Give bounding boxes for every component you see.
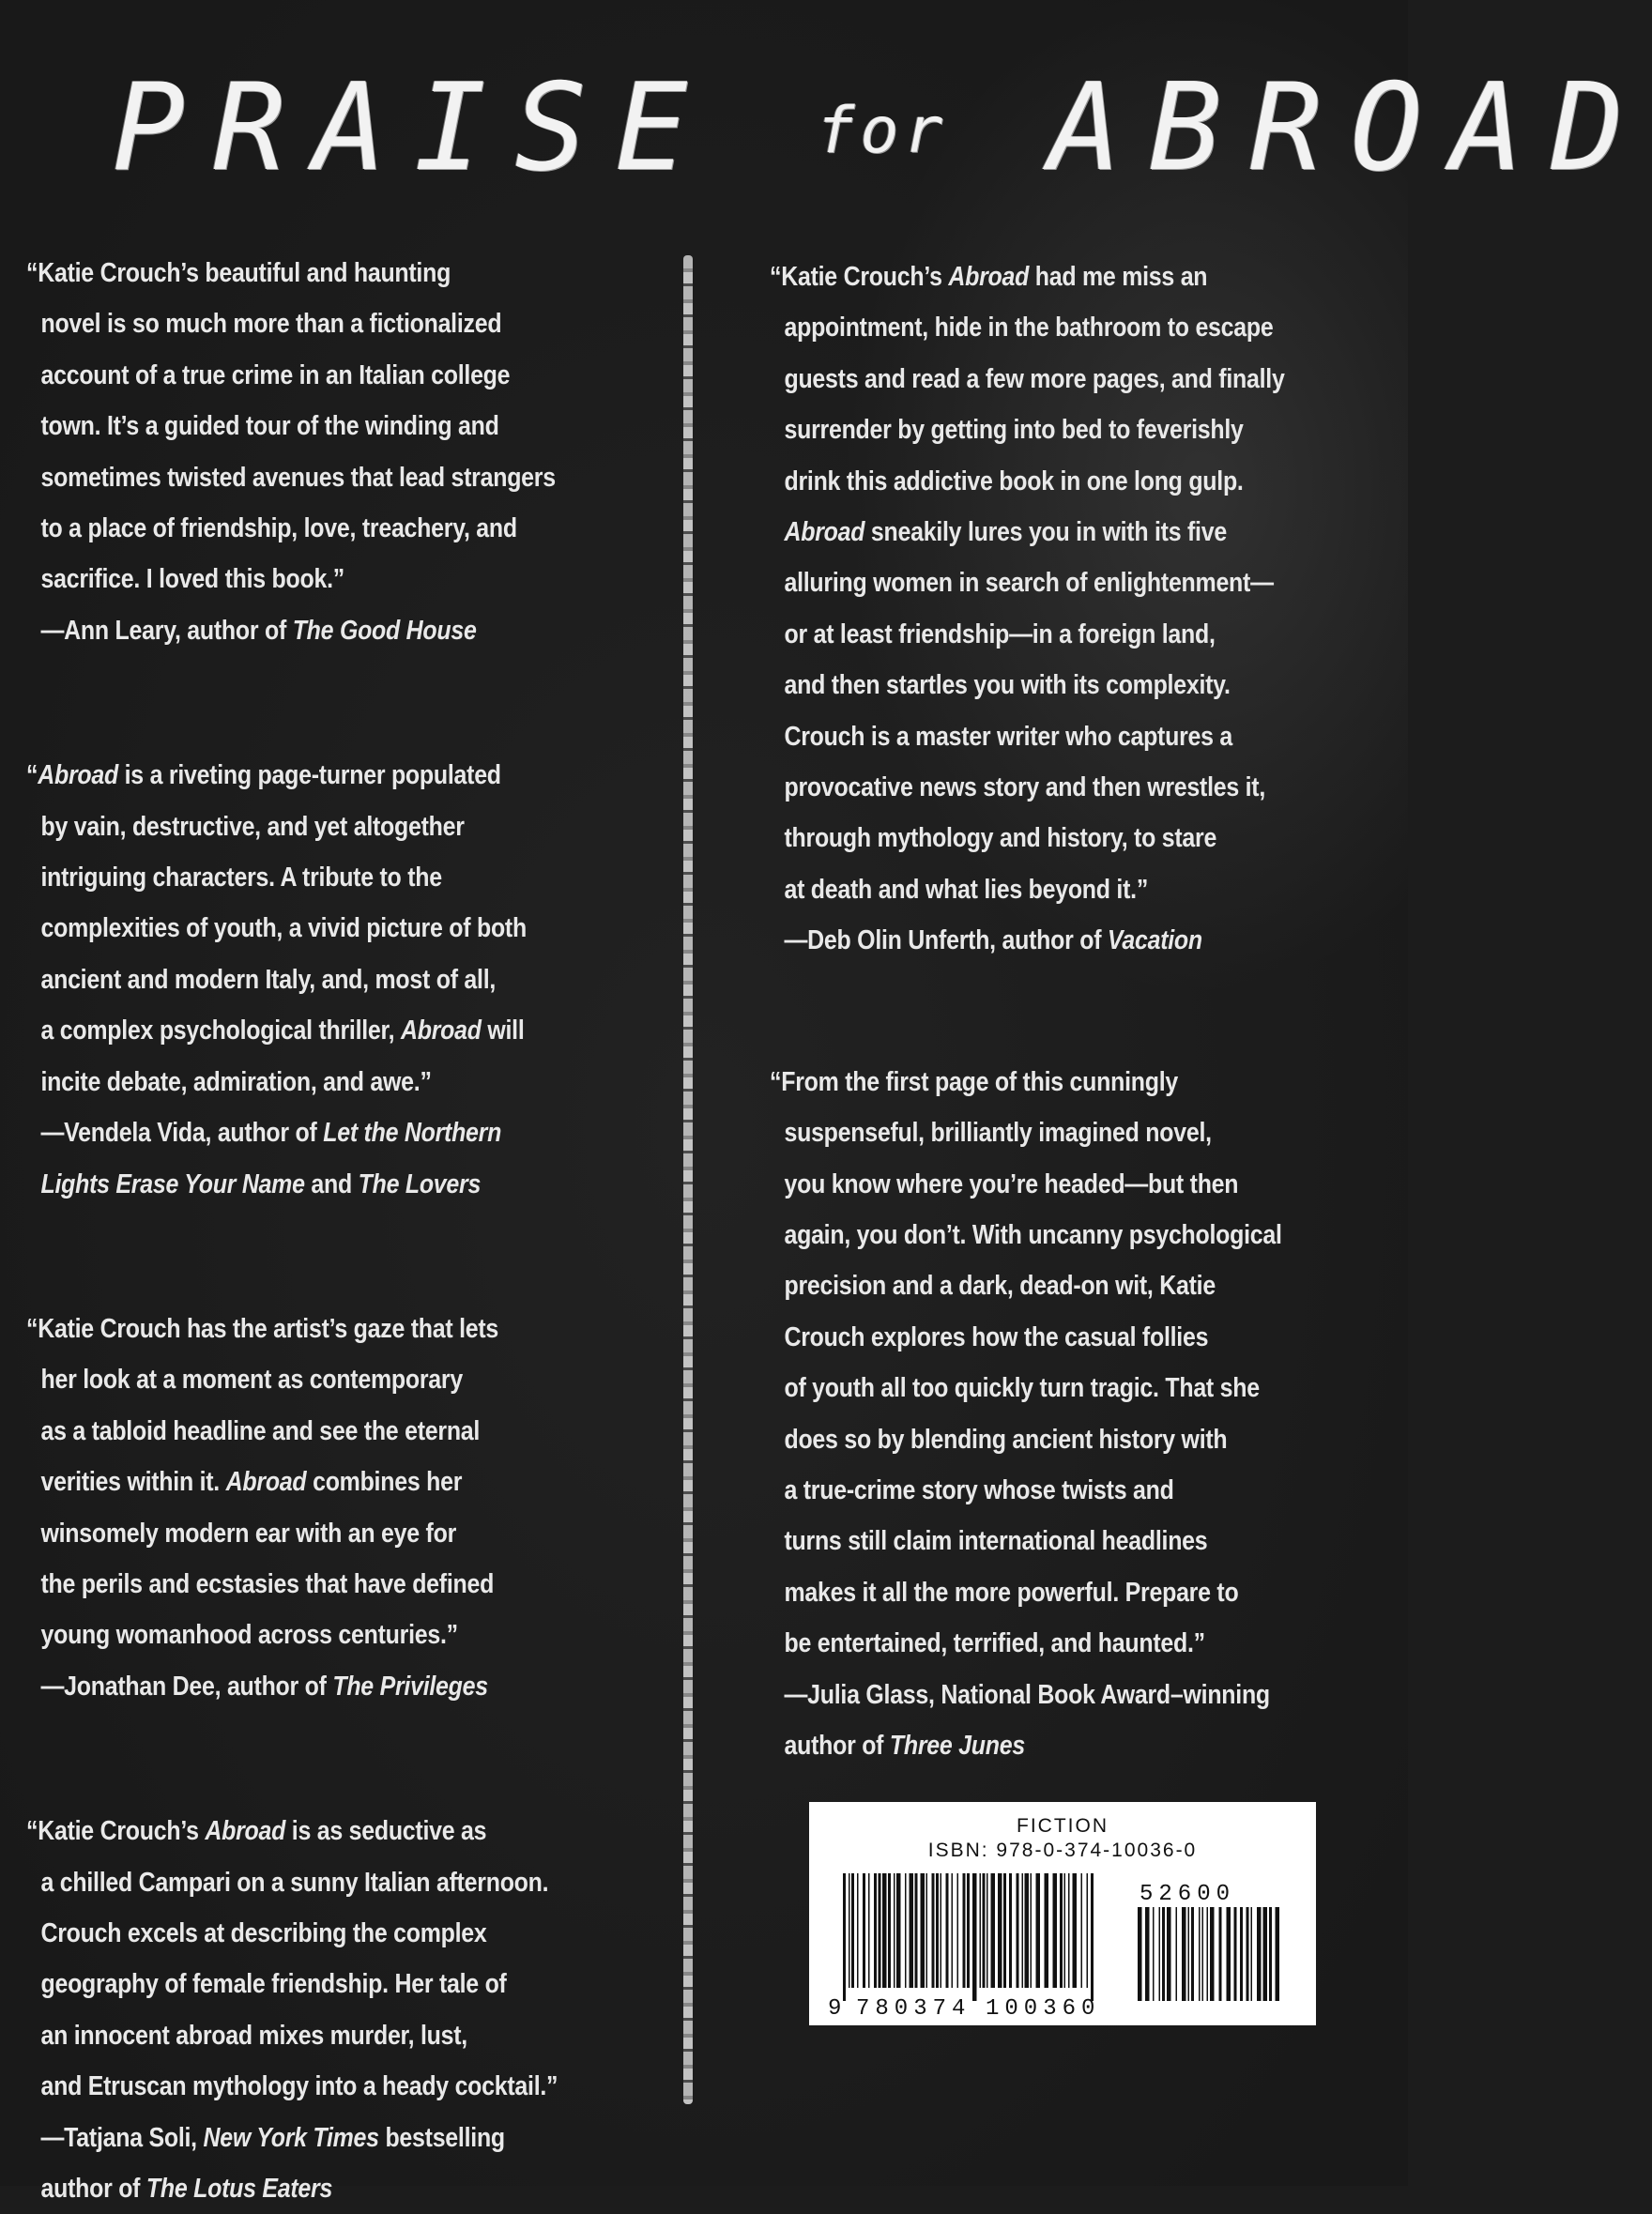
blurb-line	[26, 1559, 583, 1610]
blurb-text: sometimes twisted avenues that lead strangers	[40, 462, 556, 493]
blurb-text: turns still claim international headlines	[784, 1526, 1208, 1557]
blurb-text: —Deb Olin Unferth, author of	[784, 925, 1108, 956]
blurb-text: is as seductive as	[285, 1816, 487, 1847]
blurb-line	[26, 298, 583, 349]
barcode-category: FICTION	[1017, 1815, 1109, 1837]
barcode-addon-bar	[1276, 1907, 1280, 2001]
blurb-text: verities within it.	[40, 1467, 226, 1498]
blurb-line	[770, 1210, 1294, 1260]
blurb-line	[770, 1363, 1294, 1413]
barcode-bars-addon	[1138, 1907, 1279, 2001]
barcode-bar	[963, 1873, 966, 1988]
blurb-text: alluring women in search of enlightenment—	[784, 568, 1274, 599]
blurb-line	[26, 802, 583, 852]
title-word-abroad: ABROAD	[1048, 58, 1652, 198]
blurb-line	[26, 1610, 583, 1660]
blurb-line	[26, 2113, 583, 2163]
barcode-bar	[1009, 1873, 1012, 1988]
barcode-addon-bar	[1240, 1907, 1243, 2001]
barcode-bar	[1091, 1873, 1094, 2001]
blurb-text: “Katie Crouch’s	[770, 262, 949, 292]
blurb-line	[770, 1260, 1294, 1311]
barcode-bar	[1036, 1873, 1041, 1988]
blurb-line	[26, 1005, 583, 1056]
blurb-line	[26, 1806, 583, 1856]
blurb-spacer	[26, 1712, 674, 1806]
blurb-text: incite debate, admiration, and awe.”	[40, 1066, 432, 1097]
blurb-line	[770, 1720, 1294, 1771]
blurb-line	[770, 507, 1294, 557]
blurb-line	[770, 864, 1294, 915]
barcode-addon-bar	[1182, 1907, 1186, 2001]
italic-title: Vacation	[1107, 925, 1202, 956]
italic-title: The Privileges	[332, 1671, 488, 1702]
blurb-text: as a tabloid headline and see the eternal	[40, 1415, 481, 1446]
barcode-addon-bar	[1210, 1907, 1215, 2001]
barcode-addon-bar	[1191, 1907, 1194, 2001]
italic-title: Abroad	[784, 517, 865, 548]
blurb-line	[26, 852, 583, 903]
italic-title: The Lotus Eaters	[145, 2174, 333, 2204]
barcode-addon-bar	[1269, 1907, 1272, 2001]
barcode-bar	[941, 1873, 942, 1988]
blurb-text: “Katie Crouch has the artist’s gaze that lets	[26, 1313, 499, 1344]
blurb-text: suspenseful, brilliantly imagined novel,	[784, 1118, 1212, 1149]
blurb-line	[770, 1465, 1294, 1516]
barcode-bar	[1045, 1873, 1049, 1988]
barcode-bar	[957, 1873, 959, 1988]
blurb-line	[26, 350, 583, 401]
barcode-bar	[1003, 1873, 1006, 1988]
blurb-text: to a place of friendship, love, treachery, and	[40, 513, 517, 544]
barcode-bar	[972, 1873, 977, 2001]
barcode-bar	[857, 1873, 859, 1988]
blurb-quote	[26, 248, 674, 656]
barcode-addon-bar	[1251, 1907, 1253, 2001]
blurb-line	[26, 1857, 583, 1908]
blurb-line	[26, 1057, 583, 1107]
barcode-bar	[1017, 1873, 1019, 1988]
blurb-line	[26, 503, 583, 554]
blurb-line	[26, 903, 583, 954]
blurb-line	[26, 401, 583, 451]
barcode-bar	[1064, 1873, 1066, 1988]
italic-title: Abroad	[225, 1467, 307, 1498]
italic-title: The Good House	[292, 615, 477, 646]
blurb-text: appointment, hide in the bathroom to escape	[784, 313, 1274, 344]
blurb-text: combines her	[306, 1467, 463, 1498]
title-word-for: for	[816, 94, 949, 168]
blurb-text: through mythology and history, to stare	[784, 823, 1217, 854]
barcode-bar	[863, 1873, 865, 1988]
blurb-text: provocative news story and then wrestles it,	[784, 772, 1266, 803]
blurb-line	[770, 354, 1294, 405]
blurb-line	[26, 2010, 583, 2061]
blurb-text: does so by blending ancient history with	[784, 1424, 1228, 1455]
blurb-text: author of	[784, 1730, 890, 1761]
barcode-bar	[932, 1873, 935, 1988]
blurb-text: an innocent abroad mixes murder, lust,	[40, 2020, 467, 2051]
barcode-digits-left: 780374	[856, 1996, 971, 2022]
barcode-bar	[1022, 1873, 1024, 1988]
blurb-text: —Julia Glass, National Book Award–winning	[784, 1679, 1270, 1710]
blurb-line	[770, 1159, 1294, 1210]
blurb-text: drink this addictive book in one long gulp.	[784, 466, 1244, 496]
blurb-text: “	[26, 760, 38, 791]
blurb-text: ancient and modern Italy, and, most of all,	[40, 964, 497, 995]
barcode-bar	[1060, 1873, 1063, 1988]
blurb-text: —Jonathan Dee, author of	[40, 1671, 333, 1702]
barcode-bar	[991, 1873, 996, 1988]
blurb-line	[26, 2163, 583, 2214]
blurb-text: at death and what lies beyond it.”	[784, 874, 1149, 905]
blurb-line	[770, 660, 1294, 710]
italic-title: Three Junes	[889, 1730, 1025, 1761]
blurb-text: surrender by getting into bed to feverishly	[784, 415, 1244, 446]
blurb-line	[770, 1516, 1294, 1566]
blurb-text: of youth all too quickly turn tragic. That she	[784, 1373, 1260, 1404]
blurb-text: Crouch excels at describing the complex	[40, 1917, 487, 1948]
blurb-line	[26, 554, 583, 604]
blurb-line	[770, 456, 1294, 507]
blurb-line	[26, 2061, 583, 2112]
blurb-quote	[26, 1806, 674, 2214]
barcode-bar	[868, 1873, 870, 1988]
blurb-text: makes it all the more powerful. Prepare to	[784, 1577, 1239, 1608]
barcode-bar	[915, 1873, 918, 1988]
blurb-text: bestselling	[378, 2122, 505, 2153]
blurb-text: complexities of youth, a vivid picture of both	[40, 913, 527, 944]
blurb-line	[770, 302, 1294, 353]
blurb-spacer	[770, 967, 1380, 1057]
blurb-text: —Tatjana Soli,	[40, 2122, 204, 2153]
blurb-line	[26, 1159, 583, 1210]
barcode-bar	[894, 1873, 895, 1988]
blurb-text: —Vendela Vida, author of	[40, 1118, 324, 1149]
barcode-addon-bar	[1188, 1907, 1190, 2001]
blurb-line	[770, 609, 1294, 660]
blurb-line	[26, 750, 583, 801]
barcode-bar	[1031, 1873, 1032, 1988]
italic-title: New York Times	[203, 2122, 379, 2153]
barcode-bar	[879, 1873, 881, 1988]
blurb-line	[770, 557, 1294, 608]
blurb-text: a complex psychological thriller,	[40, 1015, 401, 1046]
blurb-text: Crouch is a master writer who captures a	[784, 721, 1233, 752]
blurb-text: be entertained, terrified, and haunted.”	[784, 1628, 1205, 1659]
barcode-addon-bar	[1227, 1907, 1231, 2001]
blurb-line	[26, 1457, 583, 1507]
barcode-addon-bar	[1145, 1907, 1150, 2001]
blurb-line	[26, 1508, 583, 1559]
barcode-bar	[921, 1873, 925, 1988]
blurb-text: —Ann Leary, author of	[40, 615, 293, 646]
barcode-bar	[967, 1873, 970, 1988]
blurb-text: her look at a moment as contemporary	[40, 1365, 463, 1396]
blurb-text: author of	[40, 2174, 146, 2204]
barcode-graphic	[809, 1802, 1316, 2025]
blurb-text: “From the first page of this cunningly	[770, 1066, 1178, 1097]
barcode-addon-bar	[1167, 1907, 1171, 2001]
italic-title: Abroad	[400, 1015, 482, 1046]
italic-title: Abroad	[205, 1816, 286, 1847]
barcode-digits-right: 100360	[986, 1996, 1101, 2022]
barcode-addon-bar	[1257, 1907, 1262, 2001]
blurb-quote	[770, 1057, 1380, 1772]
barcode-bar	[874, 1873, 877, 1988]
blurb-text: and	[304, 1168, 359, 1199]
blurb-line	[26, 1908, 583, 1959]
blurb-line	[26, 1406, 583, 1457]
column-divider	[683, 255, 693, 2104]
blurb-text: sacrifice. I loved this book.”	[40, 564, 344, 595]
blurb-line	[770, 813, 1294, 863]
blurb-line	[770, 1057, 1294, 1107]
barcode-bar	[1025, 1873, 1030, 1988]
blurb-line	[770, 915, 1294, 966]
blurb-line	[770, 1107, 1294, 1158]
barcode-bar	[926, 1873, 928, 1988]
blurb-text: or at least friendship—in a foreign land,	[784, 618, 1216, 649]
barcode-bar	[1073, 1873, 1078, 1988]
blurb-spacer	[26, 1210, 674, 1304]
blurb-line	[26, 1107, 583, 1158]
blurb-text: a true-crime story whose twists and	[784, 1474, 1174, 1505]
blurb-line	[770, 1618, 1294, 1669]
barcode-addon-bar	[1162, 1907, 1165, 2001]
left-column-blurbs	[26, 248, 674, 2214]
barcode-bar	[946, 1873, 949, 1988]
blurb-text: town. It’s a guided tour of the winding and	[40, 411, 499, 442]
italic-title: Abroad	[948, 262, 1030, 292]
blurb-line	[26, 605, 583, 656]
blurb-text: the perils and ecstasies that have defined	[40, 1568, 495, 1599]
blurb-line	[26, 1661, 583, 1712]
blurb-text: by vain, destructive, and yet altogether	[40, 811, 465, 842]
right-column-blurbs	[770, 252, 1380, 1771]
italic-title: Let the Northern	[323, 1118, 502, 1149]
blurb-quote	[770, 252, 1380, 967]
blurb-line	[770, 711, 1294, 762]
blurb-line	[770, 1312, 1294, 1363]
blurb-line	[26, 1354, 583, 1405]
blurb-line	[770, 252, 1294, 302]
blurb-text: intriguing characters. A tribute to the	[40, 863, 442, 893]
blurb-text: and Etruscan mythology into a heady cocktail.”	[40, 2071, 558, 2102]
barcode-bar	[1053, 1873, 1058, 1988]
blurb-line	[770, 1670, 1294, 1720]
barcode-bar	[843, 1873, 846, 2001]
blurb-line	[26, 1304, 583, 1354]
blurb-text: account of a true crime in an Italian college	[40, 359, 511, 390]
barcode-addon-bar	[1234, 1907, 1237, 2001]
barcode-addon-bar	[1199, 1907, 1201, 2001]
blurb-text: sneakily lures you in with its five	[864, 517, 1227, 548]
blurb-text: “Katie Crouch’s	[26, 1816, 206, 1847]
blurb-quote	[26, 1304, 674, 1712]
barcode-bar	[980, 1873, 982, 1988]
blurb-text: again, you don’t. With uncanny psychological	[784, 1219, 1282, 1250]
barcode-bar	[905, 1873, 907, 1988]
blurb-spacer	[26, 656, 674, 750]
barcode-addon-bar	[1202, 1907, 1204, 2001]
barcode-bar	[910, 1873, 914, 1988]
blurb-text: novel is so much more than a fictionalized	[40, 309, 502, 340]
blurb-text: and then startles you with its complexity.	[784, 670, 1231, 701]
barcode-bar	[896, 1873, 901, 1988]
blurb-text: a chilled Campari on a sunny Italian afternoon.	[40, 1867, 549, 1898]
blurb-text: precision and a dark, dead-on wit, Katie	[784, 1271, 1216, 1302]
blurb-text: geography of female friendship. Her tale of	[40, 1969, 507, 2000]
barcode-bar	[983, 1873, 986, 1988]
blurb-line	[770, 405, 1294, 455]
italic-title: Abroad	[38, 760, 118, 791]
blurb-line	[26, 248, 583, 298]
barcode-bar	[849, 1873, 850, 1988]
blurb-line	[770, 1414, 1294, 1465]
barcode-bar	[851, 1873, 854, 1988]
barcode-bar	[1081, 1873, 1083, 1988]
barcode-bars-main	[843, 1873, 1094, 2001]
barcode-bar	[1068, 1873, 1070, 1988]
blurb-line	[26, 954, 583, 1005]
blurb-line	[770, 762, 1294, 813]
barcode-addon-bar	[1153, 1907, 1155, 2001]
blurb-text: young womanhood across centuries.”	[40, 1620, 458, 1651]
cover-title	[113, 58, 1652, 199]
title-word-praise: PRAISE	[113, 58, 716, 198]
blurb-text: “Katie Crouch’s beautiful and haunting	[26, 258, 451, 288]
barcode-addon-bar	[1176, 1907, 1178, 2001]
barcode-addon-bar	[1263, 1907, 1268, 2001]
blurb-text: winsomely modern ear with an eye for	[40, 1518, 457, 1549]
blurb-line	[26, 452, 583, 503]
barcode-bar	[998, 1873, 1002, 1988]
barcode-addon-bar	[1207, 1907, 1209, 2001]
italic-title: Lights Erase Your Name	[40, 1168, 305, 1199]
blurb-text: guests and read a few more pages, and finally	[784, 363, 1285, 394]
blurb-line	[770, 1567, 1294, 1618]
barcode-bar	[1087, 1873, 1089, 1988]
barcode-price-code: 52600	[1140, 1882, 1236, 1907]
blurb-quote	[26, 750, 674, 1210]
barcode-bar	[882, 1873, 887, 1988]
blurb-text: is a riveting page-turner populated	[117, 760, 501, 791]
barcode-digit-first: 9	[828, 1996, 842, 2022]
barcode-isbn: ISBN: 978-0-374-10036-0	[927, 1840, 1198, 1861]
barcode-addon-bar	[1219, 1907, 1222, 2001]
barcode-addon-bar	[1138, 1907, 1142, 2001]
barcode-bar	[987, 1873, 988, 1988]
barcode-addon-bar	[1159, 1907, 1161, 2001]
barcode-bar	[952, 1873, 954, 1988]
blurb-text: Crouch explores how the casual follies	[784, 1321, 1209, 1352]
barcode-sticker	[809, 1802, 1316, 2025]
blurb-text: you know where you’re headed—but then	[784, 1168, 1239, 1199]
barcode-bar	[936, 1873, 939, 1988]
barcode-bar	[888, 1873, 891, 1988]
barcode-addon-bar	[1247, 1907, 1249, 2001]
italic-title: The Lovers	[358, 1168, 482, 1199]
blurb-line	[26, 1959, 583, 2009]
blurb-text: had me miss an	[1029, 262, 1208, 292]
blurb-text: will	[481, 1015, 525, 1046]
